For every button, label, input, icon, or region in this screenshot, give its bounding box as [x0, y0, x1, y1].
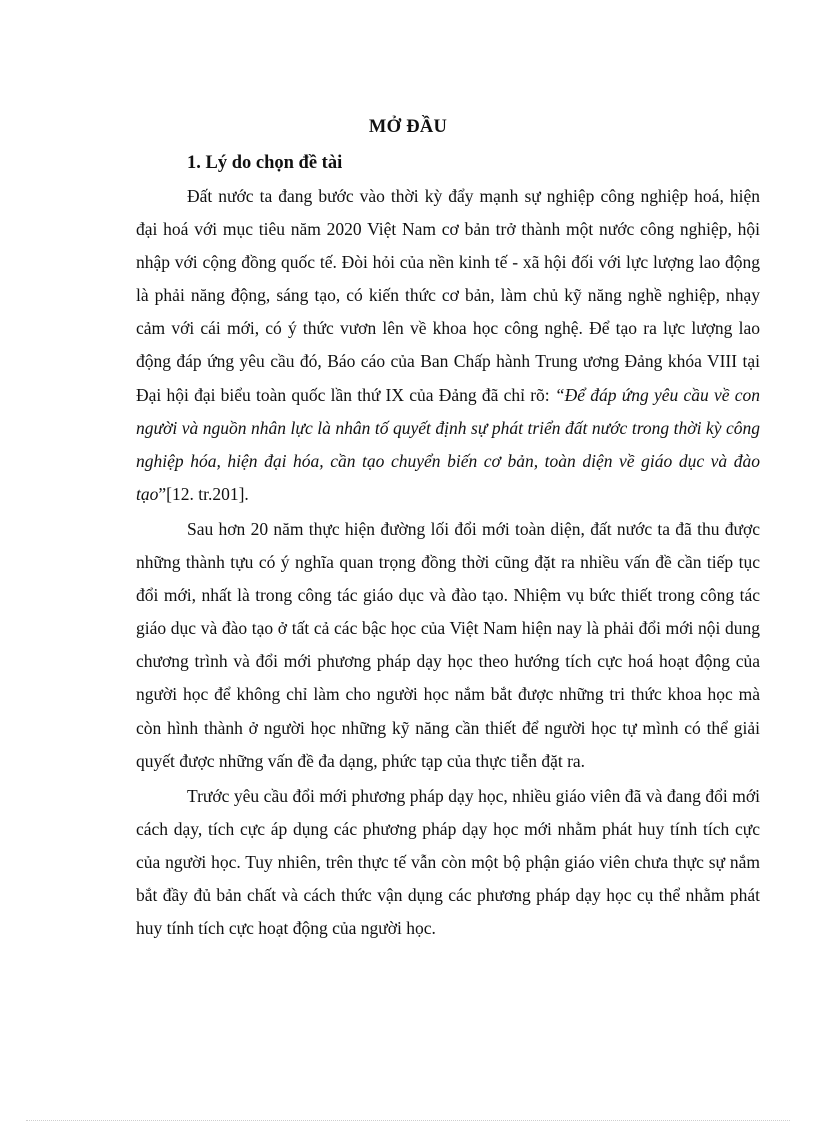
- citation: ”[12. tr.201].: [158, 483, 249, 504]
- quote: “Để đáp ứng yêu cầu về con người và nguồn nhân lực là nhân tố quyết định sự phát triển đất nước trong thời kỳ công nghiệp hóa, hiện đại hóa, cần tạo chuyển biến cơ bản, toàn diện về giáo dục và đào tạo: [136, 384, 760, 504]
- paragraph-3: Trước yêu cầu đổi mới phương pháp dạy học, nhiều giáo viên đã và đang đổi mới cách dạy, tích cực áp dụng các phương pháp dạy học mới nhằm phát huy tính tích cực của người học. Tuy nhiên, trên thực tế vẫn còn một bộ phận giáo viên chưa thực sự nắm bắt đầy đủ bản chất và cách thức vận dụng các phương pháp dạy học cụ thể nhằm phát huy tính tích cực hoạt động của người học.: [136, 785, 760, 939]
- body-text: [136, 180, 760, 947]
- paragraph-1-text: Đất nước ta đang bước vào thời kỳ đẩy mạnh sự nghiệp công nghiệp hoá, hiện đại hoá với mục tiêu năm 2020 Việt Nam cơ bản trở thành một nước công nghiệp, hội nhập với cộng đồng quốc tế. Đòi hỏi của nền kinh tế - xã hội đối với lực lượng lao động là phải năng động, sáng tạo, có kiến thức cơ bản, làm chủ kỹ năng nghề nghiệp, nhạy cảm với cái mới, có ý thức vươn lên về khoa học công nghệ. Để tạo ra lực lượng lao động đáp ứng yêu cầu đó, Báo cáo của Ban Chấp hành Trung ương Đảng khóa VIII tại Đại hội đại biểu toàn quốc lần thứ IX của Đảng đã chỉ rõ:: [136, 186, 760, 405]
- paragraph-1: [136, 180, 760, 511]
- footer-divider: [26, 1120, 790, 1121]
- page-title: MỞ ĐẦU: [368, 117, 448, 137]
- section-heading: 1. Lý do chọn đề tài: [187, 153, 343, 173]
- paragraph-2: Sau hơn 20 năm thực hiện đường lối đổi mới toàn diện, đất nước ta đã thu được những thành tựu có ý nghĩa quan trọng đồng thời cũng đặt ra nhiều vấn đề cần tiếp tục đổi mới, nhất là trong công tác giáo dục và đào tạo. Nhiệm vụ bức thiết trong công tác giáo dục và đào tạo ở tất cả các bậc học của Việt Nam hiện nay là phải đổi mới nội dung chương trình và đổi mới phương pháp dạy học theo hướng tích cực hoá hoạt động của người học để không chỉ làm cho người học nắm bắt được những tri thức khoa học mà còn hình thành ở người học những kỹ năng cần thiết để người học tự mình có thể giải quyết được những vấn đề đa dạng, phức tạp của thực tiễn đặt ra.: [136, 518, 760, 771]
